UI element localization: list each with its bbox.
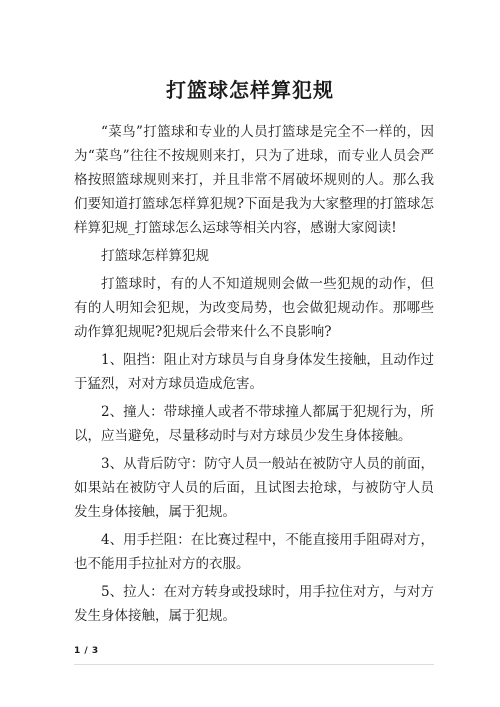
document-body xyxy=(74,120,434,632)
paragraph-item-1: 1、阻挡：阻止对方球员与自身身体发生接触，且动作过于猛烈，对对方球员造成危害。 xyxy=(74,352,434,392)
page-number: 1 / 3 xyxy=(74,646,99,656)
paragraph-subheading: 打篮球怎样算犯规 xyxy=(101,248,209,264)
paragraph-intro: “菜鸟”打篮球和专业的人员打篮球是完全不一样的，因为“菜鸟”往往不按规则来打，只为了进球，而专业人员会严格按照篮球规则来打，并且非常不屑破坏规则的人。那么我们要知道打篮球怎样算犯规?下面是我为大家整理的打篮球怎样算犯规_打篮球怎么运球等相关内容，感谢大家阅读! xyxy=(74,124,434,236)
footer-divider xyxy=(74,664,434,665)
paragraph-item-2: 2、撞人：带球撞人或者不带球撞人都属于犯规行为，所以，应当避免，尽量移动时与对方球员少发生身体接触。 xyxy=(74,404,434,444)
document-title: 打篮球怎样算犯规 xyxy=(166,78,334,102)
paragraph-overview: 打篮球时，有的人不知道规则会做一些犯规的动作，但有的人明知会犯规，为改变局势，也会做犯规动作。那哪些动作算犯规呢?犯规后会带来什么不良影响? xyxy=(74,276,434,340)
paragraph-item-3: 3、从背后防守：防守人员一般站在被防守人员的前面，如果站在被防守人员的后面，且试图去抢球，与被防守人员发生身体接触，属于犯规。 xyxy=(74,456,434,520)
paragraph-item-4: 4、用手拦阻：在比赛过程中，不能直接用手阻碍对方，也不能用手拉扯对方的衣服。 xyxy=(74,532,434,572)
paragraph-item-5: 5、拉人：在对方转身或投球时，用手拉住对方，与对方发生身体接触，属于犯规。 xyxy=(74,584,434,624)
